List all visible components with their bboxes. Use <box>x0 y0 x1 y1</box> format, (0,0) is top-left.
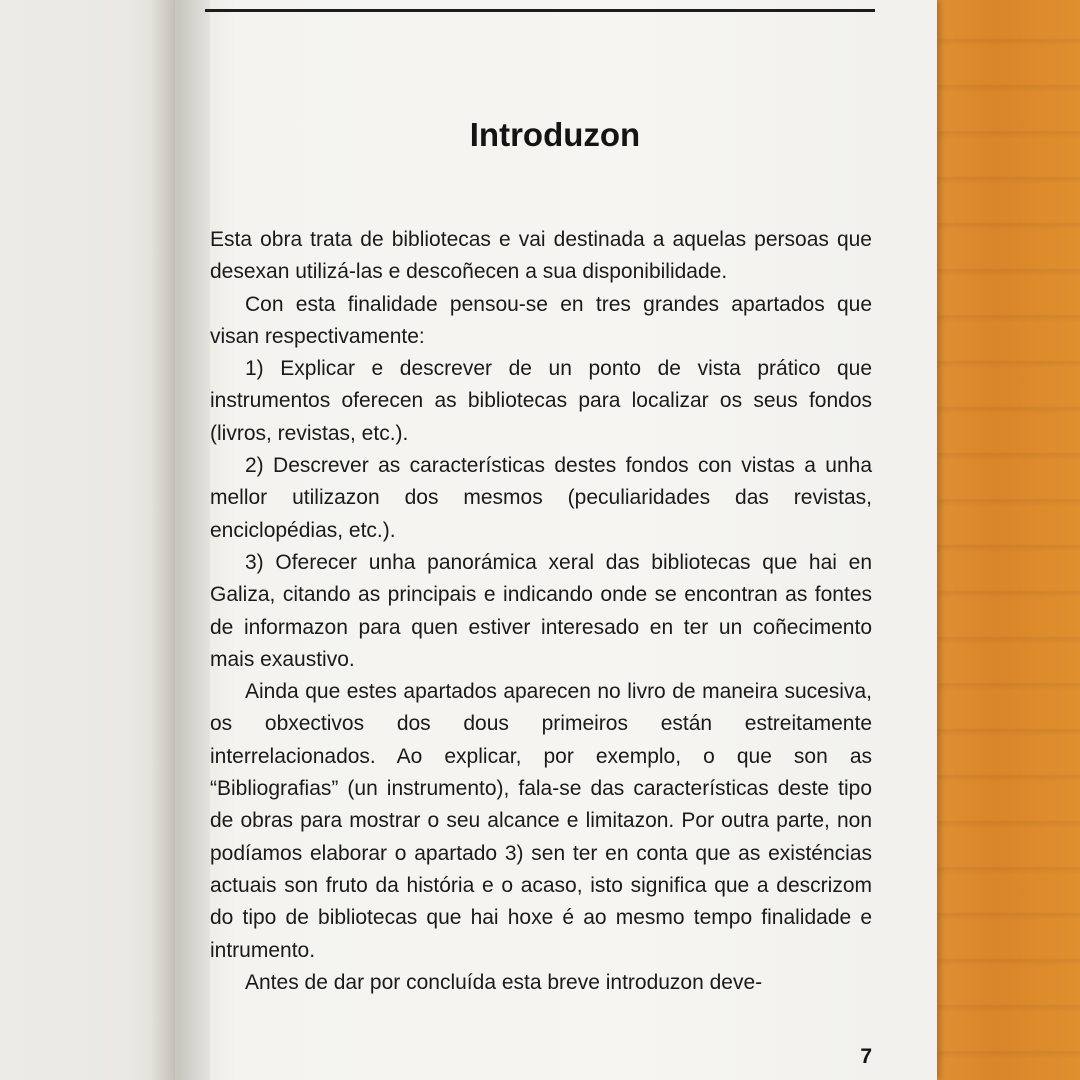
paragraph-item-2: 2) Descrever as características destes fondos con vistas a unha mellor utilizazon dos mesmos (peculiaridades das revistas, enciclopédias, etc.). <box>210 454 872 542</box>
paragraph-item-1: 1) Explicar e descrever de un ponto de vista prático que instrumentos oferecen as bibliotecas para localizar os seus fondos (livros, revistas, etc.). <box>210 357 872 445</box>
chapter-body <box>210 224 872 999</box>
header-rule <box>205 9 875 12</box>
chapter-title: Introduzon <box>469 116 641 153</box>
paragraph-objectives: Ainda que estes apartados aparecen no livro de maneira sucesiva, os obxectivos dos dous primeiros están estreitamente interrelacionados. Ao explicar, por exemplo, o que son as “Bibliografias” (un instrumento), fala-se das características deste tipo de obras para mostrar o seu alcance e limitazon. Por outra parte, non podíamos elaborar o apartado 3) sen ter en conta que as existéncias actuais son fruto da história e o acaso, isto significa que a descrizom do tipo de bibliotecas que hai hoxe é ao mesmo tempo finalidade e intrumento. <box>210 680 872 962</box>
book-gutter-shadow <box>150 0 210 1080</box>
paragraph-intro: Esta obra trata de bibliotecas e vai destinada a aquelas persoas que desexan utilizá-las e descoñecen a sua disponibilidade. <box>210 228 872 284</box>
paragraph-closing: Antes de dar por concluída esta breve introduzon deve- <box>245 970 763 994</box>
paragraph-item-3: 3) Oferecer unha panorámica xeral das bibliotecas que hai en Galiza, citando as principais e indicando onde se encontran as fontes de informazon para quen estiver interesado en ter un coñecimento mais exaustivo. <box>210 550 872 671</box>
paragraph-purpose: Con esta finalidade pensou-se en tres grandes apartados que visan respectivamente: <box>210 292 872 348</box>
wooden-table-background <box>925 0 1080 1080</box>
page-number: 7 <box>860 1045 872 1068</box>
